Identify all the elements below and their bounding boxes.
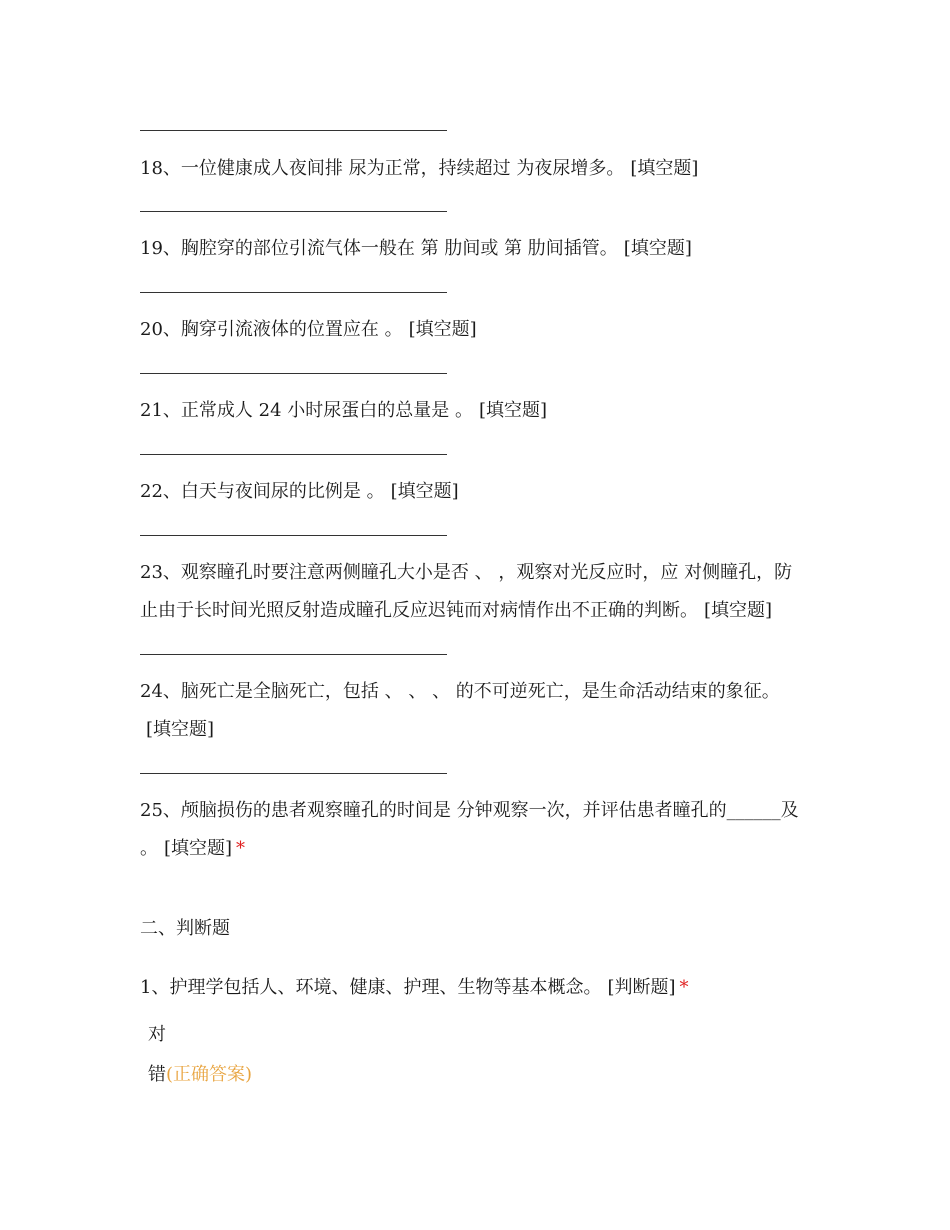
question-type: [填空题] — [478, 400, 548, 421]
question-24 — [140, 673, 810, 749]
option-true[interactable] — [148, 1016, 166, 1054]
question-number: 23 — [140, 562, 163, 583]
question-text: 、白天与夜间尿的比例是 。 — [162, 481, 385, 502]
question-text: 、脑死亡是全脑死亡，包括 、 、 、 的不可逆死亡，是生命活动结束的象征。 — [162, 681, 780, 702]
required-mark: * — [679, 977, 689, 998]
question-type: [判断题] — [607, 977, 676, 998]
correct-answer-note: (正确答案) — [166, 1064, 253, 1085]
question-text: 、观察瞳孔时要注意两侧瞳孔大小是否 、 ，观察对光反应时，应 对侧瞳孔，防止由于长时间光照反射造成瞳孔反应迟钝而对病情作出不正确的判断。 — [140, 562, 793, 621]
required-mark: * — [236, 838, 246, 859]
question-text: 、正常成人 24 小时尿蛋白的总量是 。 — [162, 400, 473, 421]
option-label: 对 — [148, 1024, 166, 1045]
answer-line-19[interactable] — [140, 292, 447, 293]
answer-line-23[interactable] — [140, 654, 447, 655]
question-22 — [140, 473, 810, 511]
question-number: 22 — [140, 481, 163, 502]
answer-line-17[interactable] — [140, 130, 447, 131]
question-number: 21 — [140, 400, 163, 421]
answer-line-21[interactable] — [140, 454, 447, 455]
question-type: [填空题] — [164, 838, 233, 859]
answer-line-22[interactable] — [140, 535, 447, 536]
answer-line-18[interactable] — [140, 211, 447, 212]
question-18 — [140, 150, 810, 188]
question-25 — [140, 792, 810, 868]
judge-question-1 — [140, 969, 810, 1007]
option-false[interactable] — [148, 1056, 252, 1094]
question-text: 、胸腔穿的部位引流气体一般在 第 肋间或 第 肋间插管。 — [162, 238, 618, 259]
question-21 — [140, 392, 810, 430]
question-type: [填空题] — [623, 238, 692, 259]
question-text: 、护理学包括人、环境、健康、护理、生物等基本概念。 — [151, 977, 602, 998]
answer-line-20[interactable] — [140, 373, 447, 374]
question-type: [填空题] — [390, 481, 459, 502]
question-type: [填空题] — [704, 600, 773, 621]
question-type: [填空题] — [408, 319, 477, 340]
question-number: 1 — [140, 977, 152, 998]
question-number: 19 — [140, 238, 163, 259]
question-number: 24 — [140, 681, 163, 702]
question-type: [填空题] — [146, 719, 215, 740]
question-text: 、一位健康成人夜间排 尿为正常，持续超过 为夜尿增多。 — [162, 158, 625, 179]
answer-line-24[interactable] — [140, 773, 447, 774]
section-title: 二、判断题 — [140, 918, 230, 939]
question-23 — [140, 554, 810, 630]
question-number: 20 — [140, 319, 163, 340]
question-19 — [140, 230, 810, 268]
question-20 — [140, 311, 810, 349]
question-text: 、胸穿引流液体的位置应在 。 — [162, 319, 403, 340]
question-text: 、颅脑损伤的患者观察瞳孔的时间是 分钟观察一次，并评估患者瞳孔的______及 。 — [140, 800, 799, 859]
question-type: [填空题] — [630, 158, 699, 179]
question-number: 25 — [140, 800, 163, 821]
option-label: 错 — [148, 1064, 166, 1085]
question-number: 18 — [140, 158, 163, 179]
